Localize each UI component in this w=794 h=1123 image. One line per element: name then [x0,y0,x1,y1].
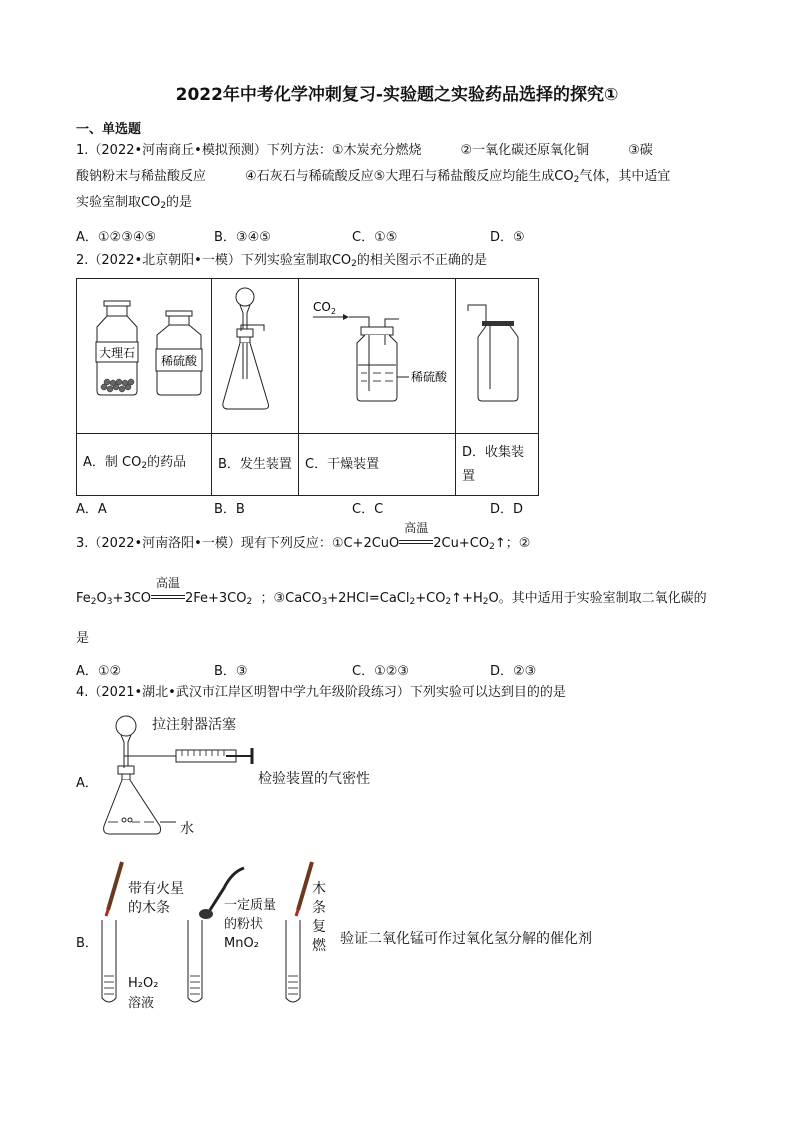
q4-option-a-label[interactable]: A． [76,776,98,791]
q2-option-c[interactable]: C．C [352,502,384,517]
q1-option-d[interactable]: D．⑤ [490,230,525,245]
section-heading: 一、单选题 [76,122,142,137]
collection-bottle-figure [456,279,538,429]
q1-option-b[interactable]: B．③④⑤ [214,230,271,245]
q4-option-a-text: 检验装置的气密性 [258,771,370,787]
glowing-splint-label: 带有火星 的木条 [128,881,184,916]
caption-c: C．干燥装置 [299,434,456,496]
q1-option-a[interactable]: A．①②③④⑤ [76,230,157,245]
mno2-label: 一定质量 的粉状 MnO₂ [224,898,277,951]
figure-cell-b [212,279,299,434]
marble-label: 大理石 [98,346,136,360]
reaction-condition-2: 高温 [151,586,185,612]
q1-line1: 1.（2022•河南商丘•模拟预测）下列方法：①木炭充分燃烧 ②一氧化碳还原氧化铜 ③碳 [76,143,653,158]
q2-stem: 2.（2022•北京朝阳•一模）下列实验室制取$CO_2$的相关图示不正确的是 [76,253,487,269]
syringe-label: 拉注射器活塞 [152,717,236,733]
caption-b: B．发生装置 [212,434,299,496]
q4-option-b-text: 验证二氧化锰可作过氧化氢分解的催化剂 [340,931,592,947]
q1-line2: 酸钠粉末与稀盐酸反应 ④石灰石与稀硫酸反应⑤大理石与稀盐酸反应均能生成$CO_2$气体，其中适宜 [76,169,671,185]
acid-bottle-label: 稀硫酸 [160,354,198,368]
q3-line1: 3.（2022•河南洛阳•一模）现有下列反应：①C+2CuO 高温 $2Cu+CO_2↑$；② [76,531,530,560]
page-title: 2022年中考化学冲刺复习-实验题之实验药品选择的探究① [175,85,619,105]
dry-acid-label: 稀硫酸 [411,370,448,384]
figure-cell-d [456,279,539,434]
figure-cell-a [77,279,212,434]
q2-option-b[interactable]: B．B [214,502,245,517]
q3-option-a[interactable]: A．①② [76,664,122,679]
q3-line2: $Fe_2O_3+3CO$ 高温 $2Fe+3CO_2$ ；$③CaCO_3+2HCl=CaCl_2+CO_2↑+H_2O$。其中适用于实验室制取二氧化碳的 [76,586,707,615]
figure-cell-c [299,279,456,434]
relight-label: 木 条 复 燃 [312,881,326,954]
reagent-bottles-figure [77,279,211,429]
caption-d: D．收集装置 [456,434,539,496]
generator-figure [212,279,298,429]
co2-label: $CO_2$ [313,300,336,316]
reaction-condition: 高温 [399,531,433,557]
q3-line3: 是 [76,631,90,646]
h2o2-label: H₂O₂ 溶液 [128,976,159,1011]
q3-option-c[interactable]: C．①②③ [352,664,410,679]
q4-option-b-label[interactable]: B． [76,936,98,951]
q2-figure-table [76,278,539,496]
q4-stem: 4.（2021•湖北•武汉市江岸区明智中学九年级阶段练习）下列实验可以达到目的的是 [76,685,566,700]
q1-line3: 实验室制取$CO_2$的是 [76,195,193,211]
q1-option-c[interactable]: C．①⑤ [352,230,398,245]
water-label: 水 [180,821,194,837]
caption-a: A．制 $CO_2$的药品 [77,434,212,496]
drying-bottle-figure [299,279,455,429]
q3-option-d[interactable]: D．②③ [490,664,537,679]
q2-option-d[interactable]: D．D [490,502,524,517]
q3-option-b[interactable]: B．③ [214,664,248,679]
q2-option-a[interactable]: A．A [76,502,107,517]
